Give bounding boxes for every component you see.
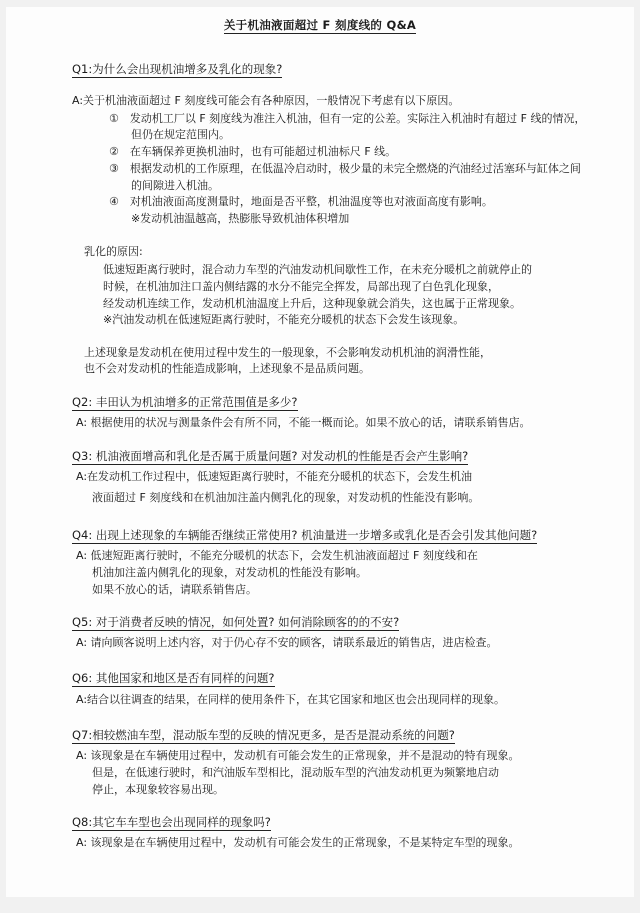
answer-7-line: 停止，本现象较容易出现。 [92,783,224,796]
answer-1-item: 的间隙进入机油。 [109,179,219,192]
question-8-text: Q8:其它车车型也会出现同样的现象吗? [72,815,271,829]
question-8 [72,815,271,829]
question-2-text: Q2: 丰田认为机油增多的正常范围值是多少? [72,395,298,409]
question-1-text: Q1:为什么会出现机油增多及乳化的现象? [72,62,283,76]
answer-5-line: A: 请向顾客说明上述内容，对于仍心存不安的顾客，请联系最近的销售店，进店检查。 [76,636,498,649]
answer-3-line: 液面超过 F 刻度线和在机油加注盖内侧乳化的现象，对发动机的性能没有影响。 [92,491,480,504]
question-3 [72,449,468,463]
question-4 [72,528,537,542]
answer-3-line: A:在发动机工作过程中，低速短距离行驶时，不能充分暖机的状态下，会发生机油 [76,470,473,483]
question-3-text: Q3: 机油液面增高和乳化是否属于质量问题? 对发动机的性能是否会产生影响? [72,449,469,463]
answer-1-item: ② 在车辆保养更换机油时，也有可能超过机油标尺 F 线。 [109,145,397,158]
question-6 [72,671,275,685]
emulsion-line: ※汽油发动机在低速短距离行驶时，不能充分暖机的状态下会发生该现象。 [103,313,465,326]
answer-4-line: 如果不放心的话，请联系销售店。 [92,583,257,596]
answer-1-intro: A:关于机油液面超过 F 刻度线可能会有各种原因，一般情况下考虑有以下原因。 [72,94,460,107]
answer-2-line: A: 根据使用的状况与测量条件会有所不同，不能一概而论。如果不放心的话，请联系销售店。 [76,416,531,429]
answer-7-line: 但是，在低速行驶时，和汽油版车型相比，混动版车型的汽油发动机更为频繁地启动 [92,766,499,779]
question-4-text: Q4: 出现上述现象的车辆能否继续正常使用? 机油量进一步增多或乳化是否会引发其他问题? [72,528,538,542]
answer-1-item: 但仍在规定范围内。 [109,128,230,141]
answer-7-line: A: 该现象是在车辆使用过程中，发动机有可能会发生的正常现象，并不是混动的特有现象。 [76,749,520,762]
answer-4-line: A: 低速短距离行驶时，不能充分暖机的状态下，会发生机油液面超过 F 刻度线和在 [76,549,478,562]
emulsion-line: 时候，在机油加注口盖内侧结露的水分不能完全挥发，局部出现了白色乳化现象， [103,280,499,293]
document-title [6,17,634,33]
question-5-text: Q5: 对于消费者反映的情况，如何处置? 如何消除顾客的的不安? [72,615,400,629]
answer-1-item: ③ 根据发动机的工作原理，在低温冷启动时，极少量的未完全燃烧的汽油经过活塞环与缸体之间 [109,162,581,175]
question-2 [72,395,298,409]
emulsion-line: 低速短距离行驶时，混合动力车型的汽油发动机间歇性工作，在未充分暖机之前就停止的 [103,263,532,276]
document-title-text: 关于机油液面超过 F 刻度线的 Q&A [223,18,417,32]
answer-6-line: A:结合以往调查的结果，在同样的使用条件下，在其它国家和地区也会出现同样的现象。 [76,693,506,706]
summary-line: 上述现象是发动机在使用过程中发生的一般现象，不会影响发动机机油的润滑性能， [84,346,491,359]
answer-4-line: 机油加注盖内侧乳化的现象，对发动机的性能没有影响。 [92,566,367,579]
answer-1-item: ① 发动机工厂以 F 刻度线为准注入机油，但有一定的公差。实际注入机油时有超过 F 线的情况， [109,112,586,125]
question-7-text: Q7:相较燃油车型，混动版车型的反映的情况更多，是否是混动系统的问题? [72,728,455,742]
summary-line: 也不会对发动机的性能造成影响，上述现象不是品质问题。 [84,362,370,375]
question-5 [72,615,399,629]
answer-1-item: ※发动机油温越高，热膨胀导致机油体积增加 [109,212,350,225]
answer-1-item: ④ 对机油液面高度测量时，地面是否平整，机油温度等也对液面高度有影响。 [109,195,493,208]
question-1 [72,62,282,76]
answer-8-line: A: 该现象是在车辆使用过程中，发动机有可能会发生的正常现象，不是某特定车型的现象。 [76,836,520,849]
question-6-text: Q6: 其他国家和地区是否有同样的问题? [72,671,275,685]
question-7 [72,728,455,742]
emulsion-line: 经发动机连续工作，发动机机油温度上升后，这种现象就会消失，这也属于正常现象。 [103,297,521,310]
document-page [6,7,634,897]
emulsion-heading: 乳化的原因: [84,245,143,258]
